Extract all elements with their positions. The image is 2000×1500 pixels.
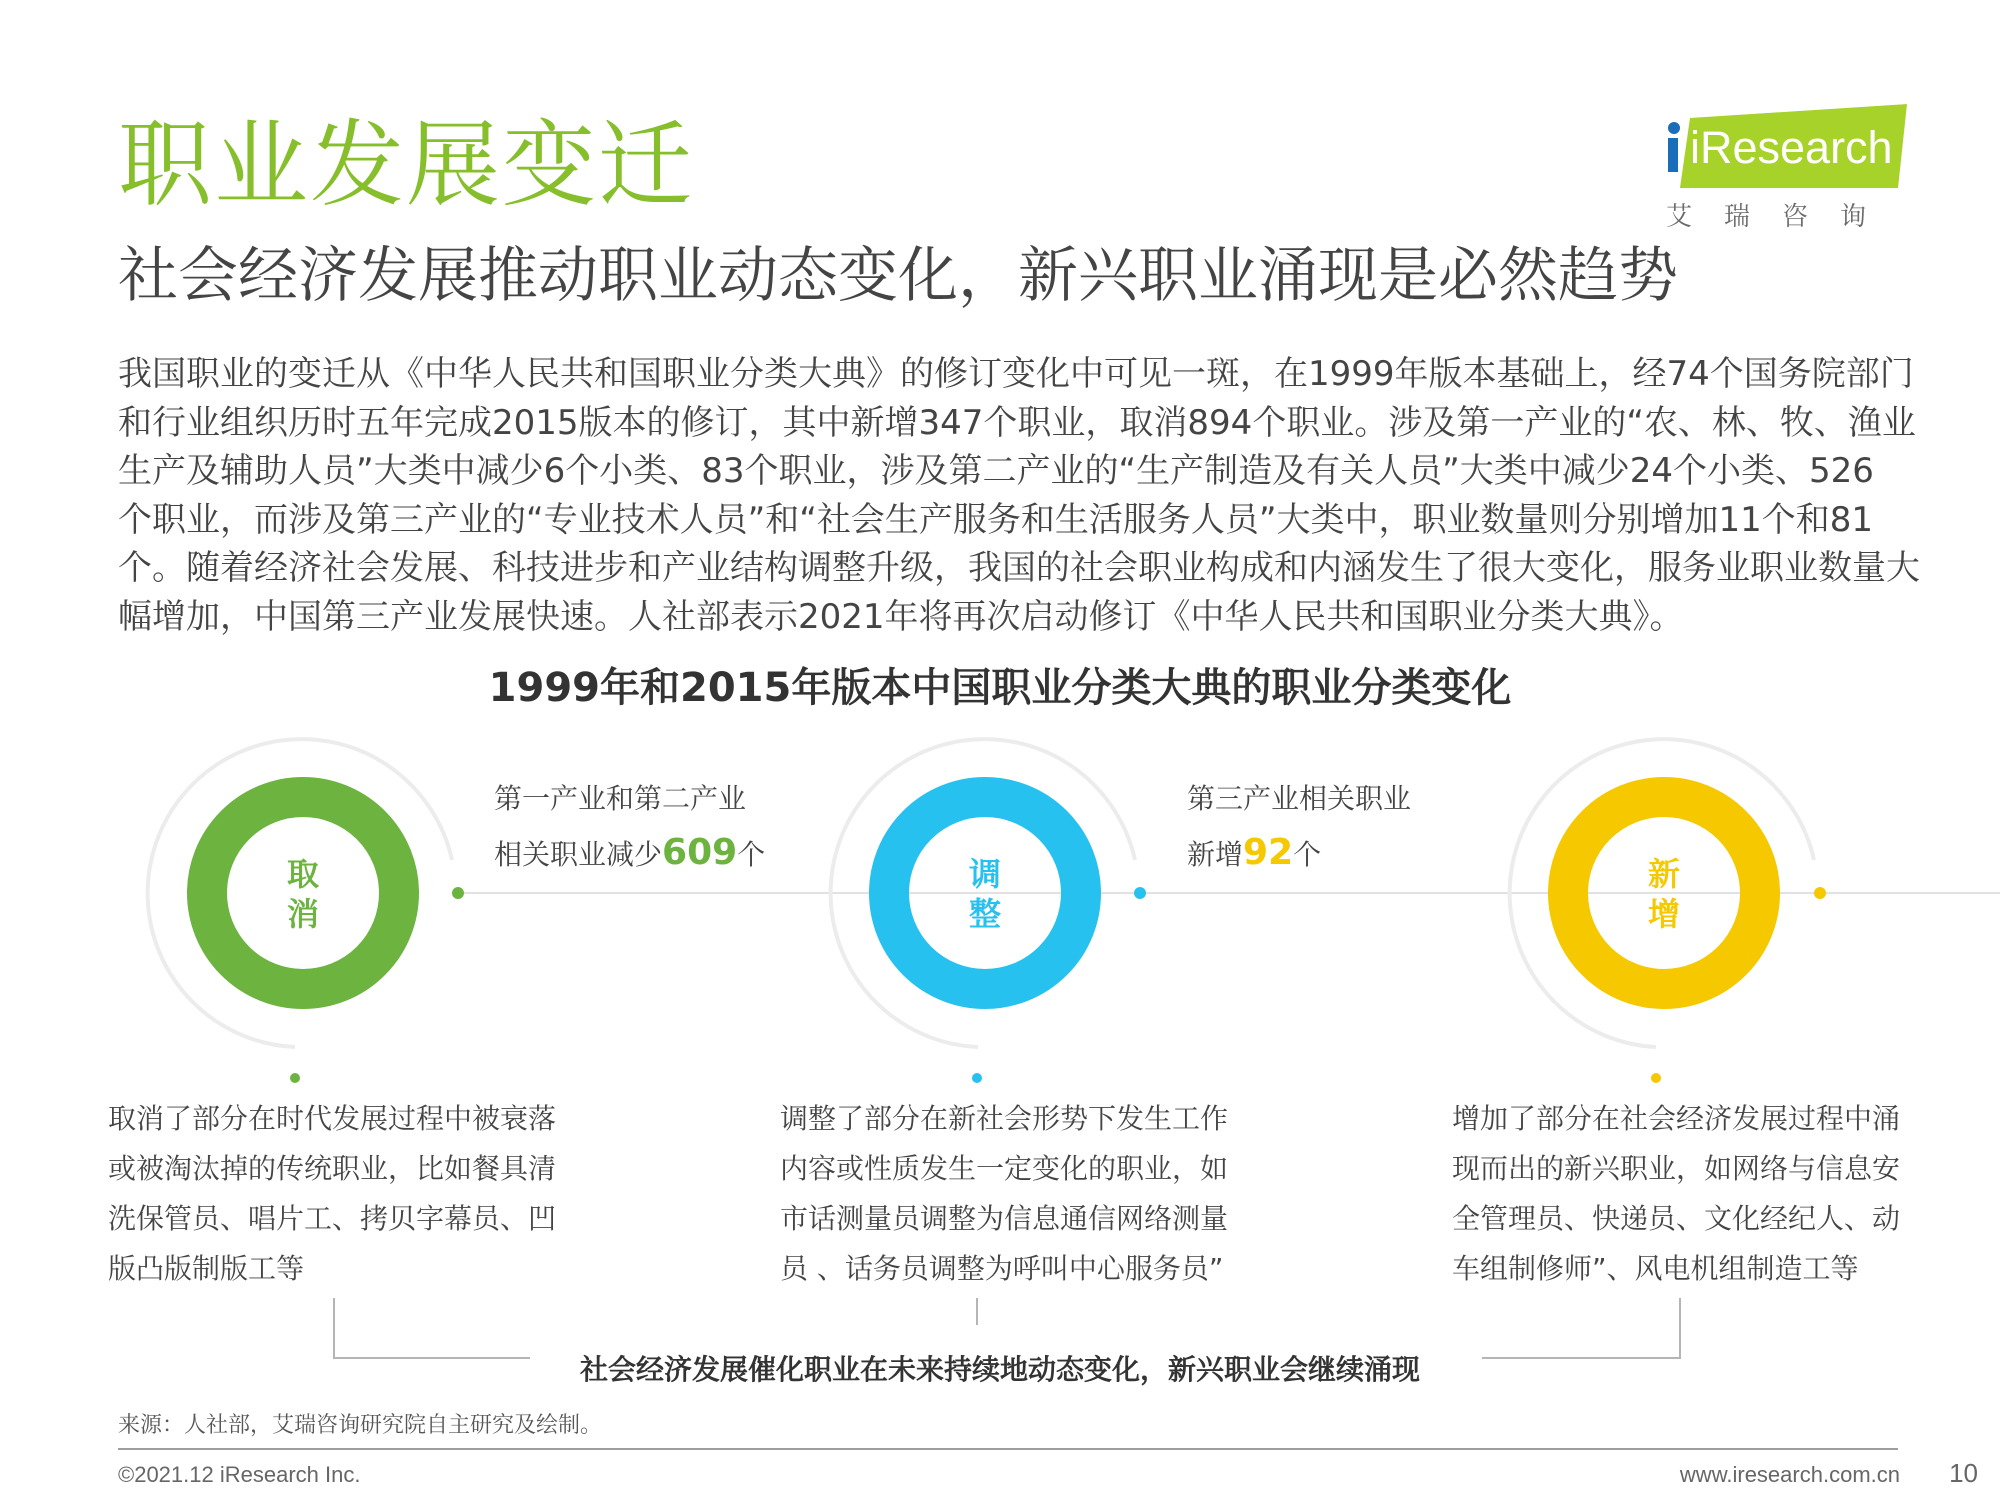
stat-decrease xyxy=(494,782,766,873)
diagram-title: 1999年和2015年版本中国职业分类大典的职业分类变化 xyxy=(488,665,1512,711)
description-line: 增加了部分在社会经济发展过程中涌 xyxy=(1452,1102,1901,1135)
intro-line: 个。随着经济社会发展、科技进步和产业结构调整升级，我国的社会职业构成和内涵发生了很大变化，服务业职业数量大 xyxy=(118,548,1920,588)
node-label-bottom: 增 xyxy=(1647,895,1681,933)
description-line: 车组制修师”、风电机组制造工等 xyxy=(1452,1252,1859,1285)
stat-decrease-line2 xyxy=(494,832,766,873)
page-title: 职业发展变迁 xyxy=(118,111,695,220)
description-adjust xyxy=(780,1094,1250,1294)
node-add xyxy=(1510,739,1826,1083)
intro-line: 个职业，而涉及第三产业的“专业技术人员”和“社会生产服务和生活服务人员”大类中，职业数量则分别增加11个和81 xyxy=(118,499,1873,540)
description-line: 版凸版制版工等 xyxy=(108,1252,305,1285)
logo-chinese-name: 艾瑞咨询 xyxy=(1666,202,1899,232)
description-line: 取消了部分在时代发展过程中被衰落 xyxy=(108,1102,557,1135)
node-label-top: 调 xyxy=(968,855,1002,893)
stat-increase-line2 xyxy=(1187,832,1411,873)
description-line: 或被淘汰掉的传统职业，比如餐具清 xyxy=(108,1152,557,1185)
bottom-dot xyxy=(290,1073,300,1083)
page-number: 10 xyxy=(1949,1458,1978,1488)
stat-increase-number: 92 xyxy=(1243,832,1294,873)
description-add xyxy=(1452,1094,1922,1294)
footer-divider xyxy=(118,1448,1898,1450)
stat-decrease-suffix: 个 xyxy=(737,838,766,871)
end-dot xyxy=(1134,887,1146,899)
stat-decrease-number: 609 xyxy=(662,832,738,873)
source-note: 来源：人社部，艾瑞咨询研究院自主研究及绘制。 xyxy=(118,1413,603,1438)
logo-wordmark: iResearch xyxy=(1690,122,1893,173)
donut-ring xyxy=(207,797,399,989)
bottom-dot xyxy=(1651,1073,1661,1083)
node-label-bottom: 消 xyxy=(286,895,320,933)
intro-line: 和行业组织历时五年完成2015版本的修订，其中新增347个职业，取消894个职业。涉及第一产业的“农、林、牧、渔业 xyxy=(118,402,1916,443)
description-line: 调整了部分在新社会形势下发生工作 xyxy=(780,1102,1229,1135)
website-link[interactable]: www.iresearch.com.cn xyxy=(1679,1462,1900,1487)
end-dot xyxy=(1814,887,1826,899)
stat-increase xyxy=(1187,782,1412,873)
description-cancel xyxy=(108,1094,578,1294)
node-adjust xyxy=(831,739,1146,1083)
conclusion-text: 社会经济发展催化职业在未来持续地动态变化，新兴职业会继续涌现 xyxy=(579,1353,1420,1386)
stat-increase-suffix: 个 xyxy=(1293,838,1322,871)
description-line: 市话测量员调整为信息通信网络测量 xyxy=(780,1202,1229,1235)
stat-decrease-prefix: 相关职业减少 xyxy=(494,838,663,871)
intro-line: 我国职业的变迁从《中华人民共和国职业分类大典》的修订变化中可见一斑，在1999年版本基础上，经74个国务院部门 xyxy=(118,354,1914,394)
stat-increase-prefix: 新增 xyxy=(1187,838,1244,871)
node-cancel xyxy=(148,739,464,1083)
stat-increase-line1: 第三产业相关职业 xyxy=(1187,782,1412,815)
stat-decrease-line1: 第一产业和第二产业 xyxy=(494,782,747,815)
description-line: 现而出的新兴职业，如网络与信息安 xyxy=(1452,1152,1901,1185)
page-subtitle: 社会经济发展推动职业动态变化，新兴职业涌现是必然趋势 xyxy=(118,241,1678,311)
description-line: 洗保管员、唱片工、拷贝字幕员、凹 xyxy=(108,1202,557,1235)
description-line: 内容或性质发生一定变化的职业，如 xyxy=(780,1152,1229,1185)
node-label-top: 取 xyxy=(286,855,320,893)
copyright: ©2021.12 iResearch Inc. xyxy=(118,1462,361,1487)
node-label-bottom: 整 xyxy=(968,895,1002,933)
node-label-top: 新 xyxy=(1647,855,1681,893)
intro-line: 幅增加，中国第三产业发展快速。人社部表示2021年将再次启动修订《中华人民共和国职业分类大典》。 xyxy=(118,596,1684,637)
bottom-dot xyxy=(972,1073,982,1083)
intro-line: 生产及辅助人员”大类中减少6个小类、83个职业，涉及第二产业的“生产制造及有关人员”大类中减少24个小类、526 xyxy=(118,451,1874,491)
description-line: 全管理员、快递员、文化经纪人、动 xyxy=(1452,1202,1901,1235)
description-line: 员 、话务员调整为呼叫中心服务员” xyxy=(780,1252,1224,1285)
end-dot xyxy=(452,887,464,899)
